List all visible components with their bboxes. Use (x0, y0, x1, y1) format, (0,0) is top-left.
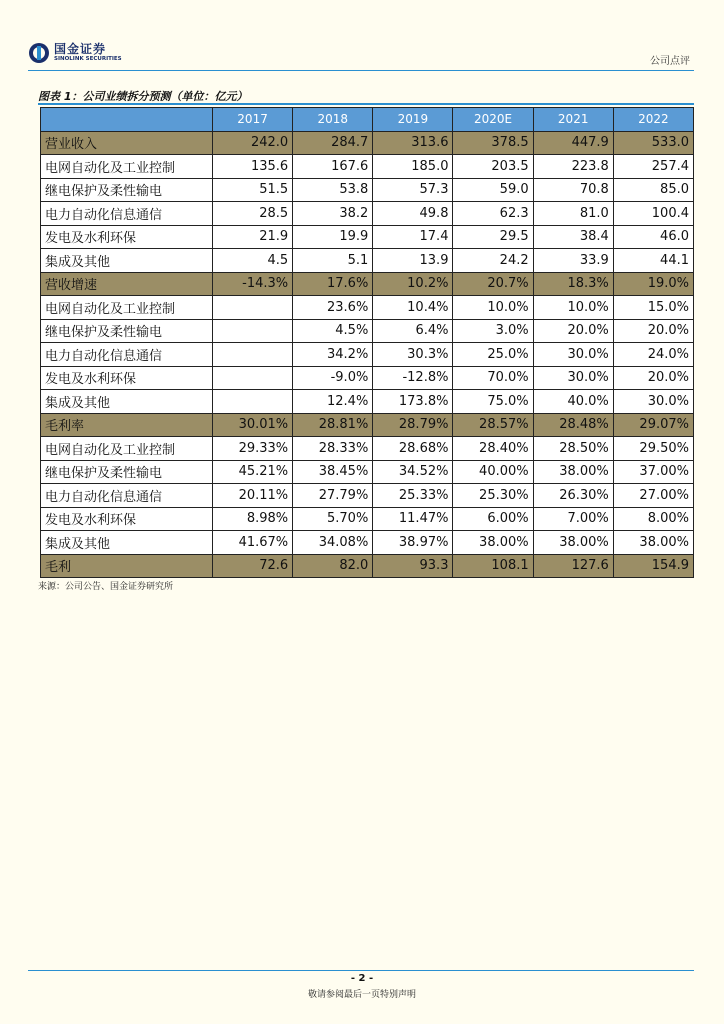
table-cell: 447.9 (533, 131, 613, 155)
table-cell: 28.50% (533, 437, 613, 461)
table-cell: 29.50% (613, 437, 693, 461)
table-cell: 19.0% (613, 272, 693, 296)
table-cell: 38.00% (453, 531, 533, 555)
row-label: 电力自动化信息通信 (41, 202, 213, 226)
table-cell: 27.00% (613, 484, 693, 508)
table-cell: 13.9 (373, 249, 453, 273)
table-cell (213, 343, 293, 367)
table-cell: 12.4% (293, 390, 373, 414)
table-cell: 30.0% (533, 366, 613, 390)
table-cell: 34.2% (293, 343, 373, 367)
table-cell: -14.3% (213, 272, 293, 296)
row-label: 继电保护及柔性输电 (41, 460, 213, 484)
table-cell: 24.0% (613, 343, 693, 367)
table-cell: 24.2 (453, 249, 533, 273)
table-cell: 34.08% (293, 531, 373, 555)
row-label: 电力自动化信息通信 (41, 484, 213, 508)
table-row (41, 390, 694, 414)
table-cell: 51.5 (213, 178, 293, 202)
table-cell: 30.0% (613, 390, 693, 414)
table-cell: 18.3% (533, 272, 613, 296)
table-cell: 25.0% (453, 343, 533, 367)
row-label: 营收增速 (41, 272, 213, 296)
row-label: 集成及其他 (41, 531, 213, 555)
table-cell: 10.0% (533, 296, 613, 320)
table-cell: 28.79% (373, 413, 453, 437)
sinolink-logo-icon (28, 42, 50, 64)
table-cell: 135.6 (213, 155, 293, 179)
table-row (41, 460, 694, 484)
table-cell: 85.0 (613, 178, 693, 202)
footer-disclaimer: 敬请参阅最后一页特别声明 (307, 990, 416, 1000)
table-cell: 28.5 (213, 202, 293, 226)
table-cell: 284.7 (293, 131, 373, 155)
header-corner-cell (41, 108, 213, 132)
table-cell: 38.00% (613, 531, 693, 555)
table-cell: 20.0% (533, 319, 613, 343)
column-header-2018: 2018 (293, 108, 373, 132)
figure-top-rule (38, 103, 694, 105)
table-cell (213, 390, 293, 414)
table-cell: 21.9 (213, 225, 293, 249)
table-cell: 53.8 (293, 178, 373, 202)
table-cell: 100.4 (613, 202, 693, 226)
table-cell: 62.3 (453, 202, 533, 226)
table-cell: 17.6% (293, 272, 373, 296)
table-row (41, 178, 694, 202)
table-cell: 11.47% (373, 507, 453, 531)
table-cell: 242.0 (213, 131, 293, 155)
table-cell: 46.0 (613, 225, 693, 249)
table-cell: 10.2% (373, 272, 453, 296)
table-cell: 38.97% (373, 531, 453, 555)
table-cell: 20.7% (453, 272, 533, 296)
table-cell: 28.57% (453, 413, 533, 437)
table-cell: 37.00% (613, 460, 693, 484)
row-label: 电力自动化信息通信 (41, 343, 213, 367)
table-cell: 5.70% (293, 507, 373, 531)
row-label: 集成及其他 (41, 390, 213, 414)
table-cell: 57.3 (373, 178, 453, 202)
table-cell: 38.00% (533, 531, 613, 555)
table-cell (213, 296, 293, 320)
table-cell: 40.00% (453, 460, 533, 484)
table-row (41, 202, 694, 226)
section-row (41, 272, 694, 296)
table-cell: 28.48% (533, 413, 613, 437)
table-cell: 38.00% (533, 460, 613, 484)
row-label: 继电保护及柔性输电 (41, 178, 213, 202)
table-cell: 33.9 (533, 249, 613, 273)
table-cell: 29.33% (213, 437, 293, 461)
document-type: 公司点评 (650, 56, 690, 67)
column-header-2019: 2019 (373, 108, 453, 132)
table-cell: 25.33% (373, 484, 453, 508)
table-row (41, 437, 694, 461)
forecast-table (40, 107, 694, 578)
table-cell: 81.0 (533, 202, 613, 226)
table-cell: 20.11% (213, 484, 293, 508)
table-cell: 41.67% (213, 531, 293, 555)
row-label: 继电保护及柔性输电 (41, 319, 213, 343)
table-cell: 75.0% (453, 390, 533, 414)
table-cell: 28.40% (453, 437, 533, 461)
table-cell: -12.8% (373, 366, 453, 390)
figure-title: 图表 1：公司业绩拆分预测（单位：亿元） (38, 90, 248, 103)
table-cell: 38.2 (293, 202, 373, 226)
table-cell: 28.33% (293, 437, 373, 461)
logo-english-name: SINOLINK SECURITIES (54, 56, 122, 62)
table-cell: 59.0 (453, 178, 533, 202)
table-row (41, 484, 694, 508)
table-cell: 203.5 (453, 155, 533, 179)
table-row (41, 249, 694, 273)
table-cell: 223.8 (533, 155, 613, 179)
table-row (41, 343, 694, 367)
column-header-2022: 2022 (613, 108, 693, 132)
row-label: 毛利率 (41, 413, 213, 437)
table-cell: 154.9 (613, 554, 693, 578)
table-cell: 70.0% (453, 366, 533, 390)
table-header-row (41, 108, 694, 132)
figure-source: 来源：公司公告、国金证券研究所 (38, 582, 174, 592)
table-row (41, 531, 694, 555)
row-label: 电网自动化及工业控制 (41, 437, 213, 461)
table-cell: 3.0% (453, 319, 533, 343)
table-cell: 6.4% (373, 319, 453, 343)
table-cell: 10.0% (453, 296, 533, 320)
row-label: 毛利 (41, 554, 213, 578)
table-cell: 313.6 (373, 131, 453, 155)
table-cell: 34.52% (373, 460, 453, 484)
table-cell: 167.6 (293, 155, 373, 179)
table-cell (213, 366, 293, 390)
table-cell: 49.8 (373, 202, 453, 226)
row-label: 发电及水利环保 (41, 507, 213, 531)
row-label: 发电及水利环保 (41, 225, 213, 249)
table-cell: 29.07% (613, 413, 693, 437)
row-label: 营业收入 (41, 131, 213, 155)
table-row (41, 155, 694, 179)
footer-divider (28, 970, 694, 971)
table-cell: 23.6% (293, 296, 373, 320)
table-cell: 4.5% (293, 319, 373, 343)
table-cell: 44.1 (613, 249, 693, 273)
row-label: 发电及水利环保 (41, 366, 213, 390)
table-cell: 17.4 (373, 225, 453, 249)
table-cell: 20.0% (613, 366, 693, 390)
page-number: - 2 - (350, 973, 374, 984)
column-header-2021: 2021 (533, 108, 613, 132)
table-row (41, 507, 694, 531)
table-cell: 28.81% (293, 413, 373, 437)
table-cell: 30.01% (213, 413, 293, 437)
table-cell: 82.0 (293, 554, 373, 578)
table-cell: 72.6 (213, 554, 293, 578)
table-cell: 533.0 (613, 131, 693, 155)
table-cell: 8.98% (213, 507, 293, 531)
table-cell: 10.4% (373, 296, 453, 320)
table-cell: 173.8% (373, 390, 453, 414)
table-cell: 30.0% (533, 343, 613, 367)
table-cell: 108.1 (453, 554, 533, 578)
row-label: 集成及其他 (41, 249, 213, 273)
table-cell: 70.8 (533, 178, 613, 202)
table-cell: 5.1 (293, 249, 373, 273)
table-cell: 26.30% (533, 484, 613, 508)
table-cell: 378.5 (453, 131, 533, 155)
table-cell (213, 319, 293, 343)
table-cell: -9.0% (293, 366, 373, 390)
table-cell: 93.3 (373, 554, 453, 578)
section-row (41, 131, 694, 155)
section-row (41, 554, 694, 578)
table-cell: 257.4 (613, 155, 693, 179)
table-cell: 20.0% (613, 319, 693, 343)
table-row (41, 225, 694, 249)
table-cell: 6.00% (453, 507, 533, 531)
table-cell: 4.5 (213, 249, 293, 273)
table-cell: 45.21% (213, 460, 293, 484)
logo-chinese-name: 国金证券 (54, 42, 107, 56)
table-cell: 38.4 (533, 225, 613, 249)
table-cell: 15.0% (613, 296, 693, 320)
section-row (41, 413, 694, 437)
header-divider (28, 70, 694, 71)
table-cell: 185.0 (373, 155, 453, 179)
table-cell: 28.68% (373, 437, 453, 461)
table-row (41, 319, 694, 343)
column-header-2017: 2017 (213, 108, 293, 132)
page-header (28, 40, 694, 70)
table-cell: 19.9 (293, 225, 373, 249)
table-cell: 8.00% (613, 507, 693, 531)
table-row (41, 366, 694, 390)
row-label: 电网自动化及工业控制 (41, 296, 213, 320)
table-cell: 25.30% (453, 484, 533, 508)
table-cell: 38.45% (293, 460, 373, 484)
table-cell: 7.00% (533, 507, 613, 531)
row-label: 电网自动化及工业控制 (41, 155, 213, 179)
table-cell: 127.6 (533, 554, 613, 578)
column-header-2020e: 2020E (453, 108, 533, 132)
company-logo (28, 42, 122, 64)
table-cell: 30.3% (373, 343, 453, 367)
table-cell: 40.0% (533, 390, 613, 414)
table-cell: 29.5 (453, 225, 533, 249)
table-row (41, 296, 694, 320)
table-cell: 27.79% (293, 484, 373, 508)
